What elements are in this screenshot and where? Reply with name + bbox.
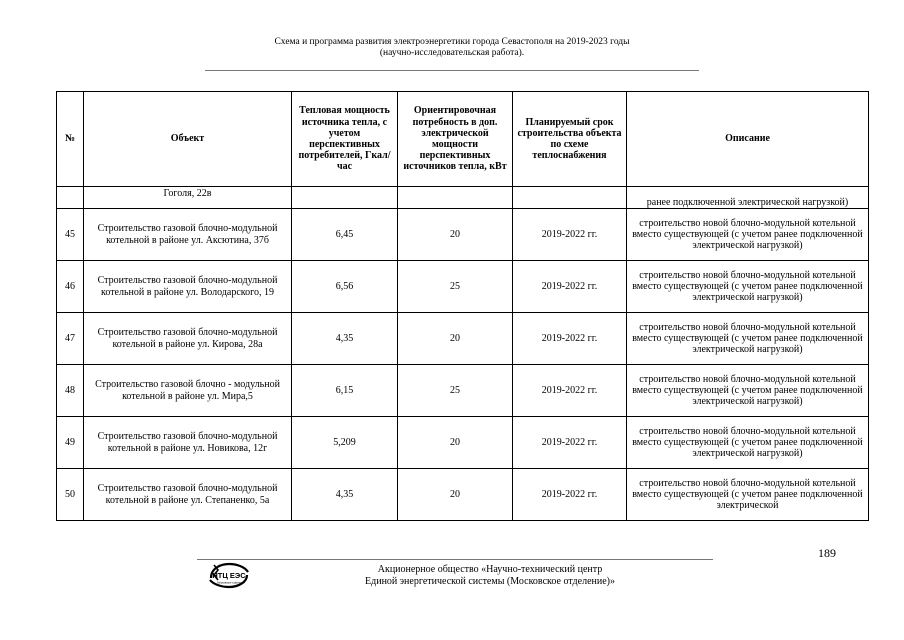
document-header (205, 37, 699, 59)
cell-number (57, 187, 84, 209)
cell-power: 25 (398, 365, 513, 417)
cell-power: 25 (398, 261, 513, 313)
cell-description: ранее подключенной электрической нагрузкой) (627, 187, 869, 209)
cell-object: Строительство газовой блочно-модульной котельной в районе ул. Володарского, 19 (84, 261, 292, 313)
table-row (57, 261, 869, 313)
cell-power (398, 187, 513, 209)
cell-number: 49 (57, 417, 84, 469)
cell-number: 45 (57, 209, 84, 261)
table-header-row (57, 92, 869, 187)
cell-object: Гоголя, 22в (84, 187, 292, 209)
cell-number: 50 (57, 469, 84, 521)
header-divider (205, 70, 699, 71)
table-row-continuation (57, 187, 869, 209)
table-row (57, 417, 869, 469)
cell-term: 2019-2022 гг. (513, 313, 627, 365)
column-header-heat-capacity: Тепловая мощность источника тепла, с учетом перспективных потребителей, Гкал/час (292, 92, 398, 187)
cell-number: 48 (57, 365, 84, 417)
cell-power: 20 (398, 209, 513, 261)
cell-object: Строительство газовой блочно-модульной котельной в районе ул. Аксютина, 37б (84, 209, 292, 261)
cell-power: 20 (398, 313, 513, 365)
cell-object: Строительство газовой блочно-модульной котельной в районе ул. Новикова, 12г (84, 417, 292, 469)
cell-object: Строительство газовой блочно-модульной котельной в районе ул. Кирова, 28а (84, 313, 292, 365)
cell-term: 2019-2022 гг. (513, 261, 627, 313)
company-logo (205, 561, 253, 589)
cell-term: 2019-2022 гг. (513, 417, 627, 469)
column-header-power-demand: Ориентировочная потребность в доп. электрической мощности перспективных источников тепла, кВт (398, 92, 513, 187)
cell-term: 2019-2022 гг. (513, 365, 627, 417)
cell-object: Строительство газовой блочно-модульной котельной в районе ул. Степаненко, 5а (84, 469, 292, 521)
logo-subtext: Московское отделение (217, 581, 245, 585)
cell-description: строительство новой блочно-модульной котельной вместо существующей (с учетом ранее подключенной электрической нагрузкой) (627, 261, 869, 313)
projects-table (56, 91, 869, 521)
cell-heat: 6,15 (292, 365, 398, 417)
cell-power: 20 (398, 417, 513, 469)
page-number: 189 (818, 546, 836, 560)
table-row (57, 469, 869, 521)
cell-object: Строительство газовой блочно - модульной котельной в районе ул. Мира,5 (84, 365, 292, 417)
cell-description: строительство новой блочно-модульной котельной вместо существующей (с учетом ранее подключенной электрической нагрузкой) (627, 365, 869, 417)
column-header-description: Описание (627, 92, 869, 187)
header-subtitle: (научно-исследовательская работа). (379, 48, 525, 58)
column-header-object: Объект (84, 92, 292, 187)
cell-term (513, 187, 627, 209)
table-row (57, 365, 869, 417)
footer-company-line2: Единой энергетической системы (Московское отделение)» (365, 575, 615, 587)
document-footer (300, 564, 680, 587)
cell-description: строительство новой блочно-модульной котельной вместо существующей (с учетом ранее подключенной электрической нагрузкой) (627, 209, 869, 261)
cell-description: строительство новой блочно-модульной котельной вместо существующей (с учетом ранее подключенной электрической нагрузкой) (627, 417, 869, 469)
cell-number: 47 (57, 313, 84, 365)
cell-heat: 6,45 (292, 209, 398, 261)
column-header-number: № (57, 92, 84, 187)
cell-heat: 5,209 (292, 417, 398, 469)
footer-divider (197, 559, 713, 560)
cell-power: 20 (398, 469, 513, 521)
cell-heat: 4,35 (292, 313, 398, 365)
cell-number: 46 (57, 261, 84, 313)
cell-description: строительство новой блочно-модульной котельной вместо существующей (с учетом ранее подключенной электрической (627, 469, 869, 521)
cell-heat (292, 187, 398, 209)
cell-term: 2019-2022 гг. (513, 469, 627, 521)
cell-term: 2019-2022 гг. (513, 209, 627, 261)
logo-text: НТЦ ЕЭС (212, 571, 246, 580)
table-row (57, 313, 869, 365)
footer-company-line1: Акционерное общество «Научно-технический центр (377, 564, 603, 575)
cell-heat: 6,56 (292, 261, 398, 313)
header-title: Схема и программа развития электроэнергетики города Севастополя на 2019-2023 годы (274, 37, 630, 47)
column-header-construction-term: Планируемый срок строительства объекта по схеме теплоснабжения (513, 92, 627, 187)
cell-heat: 4,35 (292, 469, 398, 521)
table-row (57, 209, 869, 261)
cell-description: строительство новой блочно-модульной котельной вместо существующей (с учетом ранее подключенной электрической нагрузкой) (627, 313, 869, 365)
